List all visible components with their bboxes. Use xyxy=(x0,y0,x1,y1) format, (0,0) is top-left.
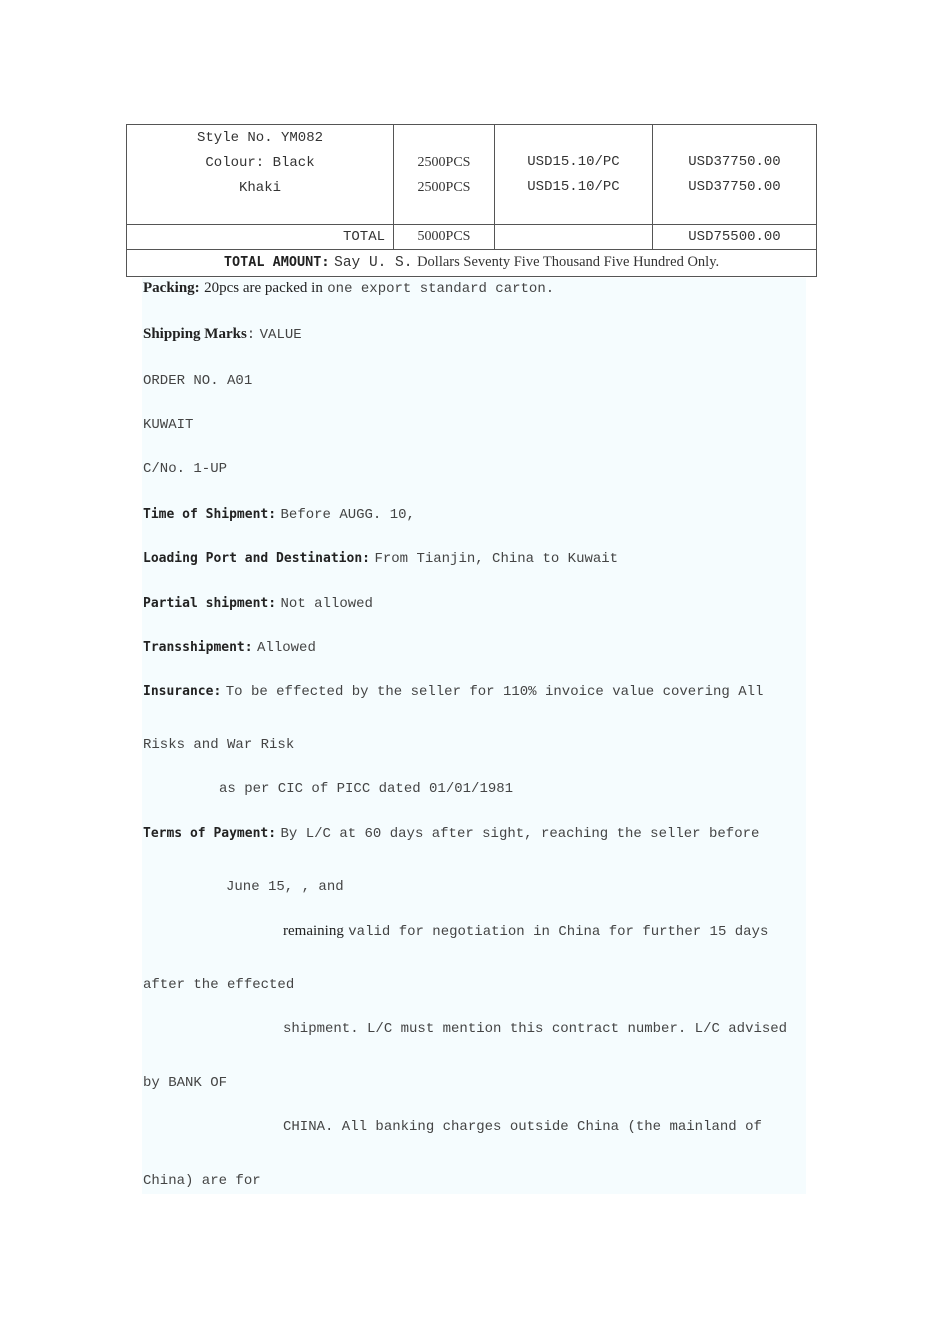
insurance-line xyxy=(143,683,763,700)
amount-value: USD37750.00 xyxy=(688,154,781,170)
loading-port-label: Loading Port and Destination: xyxy=(143,551,370,566)
partial-shipment-value: Not allowed xyxy=(280,596,373,612)
total-unit-price xyxy=(495,225,653,250)
insurance-value: To be effected by the seller for 110% invoice value covering All xyxy=(225,684,764,700)
colour-text: Colour: Black xyxy=(205,155,315,171)
unit-price-value: USD15.10/PC xyxy=(527,154,620,170)
colour-khaki-text: Khaki xyxy=(238,180,281,196)
loading-port-value: From Tianjin, China to Kuwait xyxy=(374,551,619,567)
payment-remaining-word: remaining xyxy=(283,923,344,939)
payment-value-cont: shipment. L/C must mention this contract number. L/C advised xyxy=(283,1021,788,1037)
amount-say-text: Say U. S. xyxy=(334,255,413,271)
style-no-text: Style No. YM082 xyxy=(196,130,324,146)
payment-value-cont: after the effected xyxy=(143,977,295,993)
time-of-shipment-label: Time of Shipment: xyxy=(143,507,277,522)
partial-shipment-label: Partial shipment: xyxy=(143,596,277,611)
transshipment-label: Transshipment: xyxy=(143,640,253,655)
order-no-line: ORDER NO. A01 xyxy=(143,373,253,389)
insurance-label: Insurance: xyxy=(143,684,222,699)
total-label: TOTAL xyxy=(127,225,394,250)
transshipment-line xyxy=(143,639,316,656)
unit-price-cell xyxy=(495,125,653,225)
insurance-value-cont: as per CIC of PICC dated 01/01/1981 xyxy=(219,781,514,797)
goods-table xyxy=(126,124,817,277)
packing-label: Packing: xyxy=(143,280,200,296)
payment-value-cont: by BANK OF xyxy=(143,1075,228,1091)
amount-words-text: Dollars Seventy Five Thousand Five Hundred Only. xyxy=(417,254,720,270)
carton-no-line: C/No. 1-UP xyxy=(143,461,228,477)
table-row xyxy=(127,125,817,225)
total-quantity: 5000PCS xyxy=(394,225,495,250)
destination-mark-line: KUWAIT xyxy=(143,417,194,433)
amount-cell xyxy=(653,125,817,225)
payment-value-cont: China) are for xyxy=(143,1173,261,1189)
time-of-shipment-value: Before AUGG. 10, xyxy=(280,507,415,523)
total-amount: USD75500.00 xyxy=(653,225,817,250)
packing-value: 20pcs are packed in xyxy=(204,280,323,296)
amount-in-words-row xyxy=(127,250,817,277)
shipping-marks-label: Shipping Marks xyxy=(143,326,247,342)
loading-port-line xyxy=(143,550,618,567)
time-of-shipment-line xyxy=(143,506,415,523)
amount-in-words-cell xyxy=(127,250,817,277)
shipping-marks-line xyxy=(143,326,302,343)
payment-remaining-line xyxy=(283,923,768,940)
description-cell xyxy=(127,125,394,225)
transshipment-value: Allowed xyxy=(257,640,316,656)
unit-price-value: USD15.10/PC xyxy=(527,179,620,195)
insurance-value-cont: Risks and War Risk xyxy=(143,737,295,753)
quantity-value: 2500PCS xyxy=(417,180,471,195)
shipping-marks-colon: : xyxy=(246,327,256,343)
payment-label: Terms of Payment: xyxy=(143,826,277,841)
payment-line xyxy=(143,825,759,842)
total-row xyxy=(127,225,817,250)
total-amount-label: TOTAL AMOUNT: xyxy=(223,254,330,270)
payment-value: By L/C at 60 days after sight, reaching the seller before xyxy=(280,826,760,842)
packing-line xyxy=(143,280,554,297)
amount-value: USD37750.00 xyxy=(688,179,781,195)
shipping-marks-value: VALUE xyxy=(259,327,302,343)
payment-value-cont: valid for negotiation in China for further 15 days xyxy=(348,924,769,940)
quantity-cell xyxy=(394,125,495,225)
partial-shipment-line xyxy=(143,595,373,612)
contract-clauses xyxy=(142,278,806,1194)
packing-value-carton: one export standard carton. xyxy=(327,281,555,297)
payment-value-cont: CHINA. All banking charges outside China (the mainland of xyxy=(283,1119,762,1135)
quantity-value: 2500PCS xyxy=(417,155,471,170)
payment-value-cont: June 15, , and xyxy=(226,879,344,895)
